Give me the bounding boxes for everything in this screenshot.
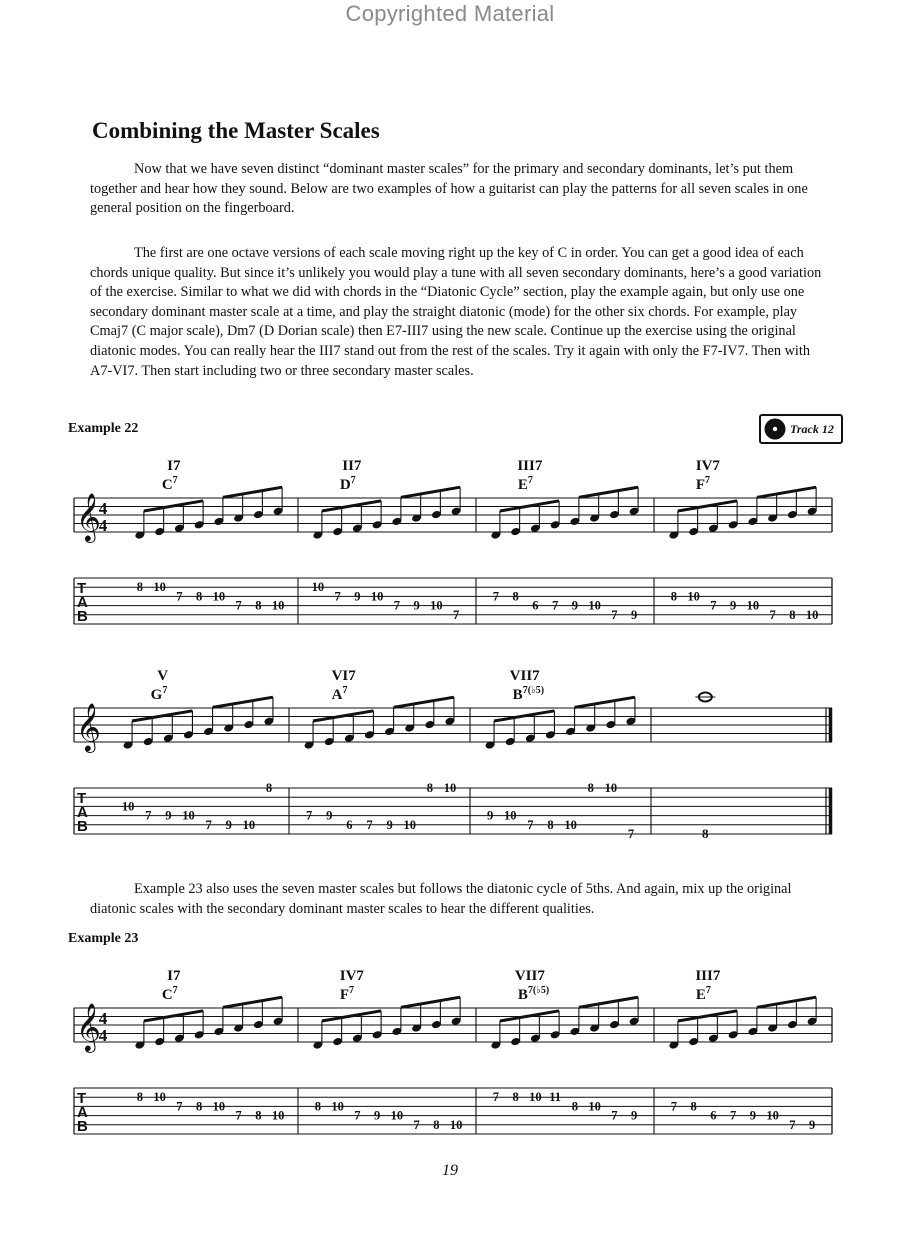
note-beam xyxy=(132,711,192,721)
chord-root: B xyxy=(517,987,528,1003)
tab-fret-number: 7 xyxy=(627,827,635,841)
chord-extension: 7 xyxy=(350,475,356,486)
note-beam xyxy=(394,697,454,707)
roman-numeral: IV7 xyxy=(695,458,720,474)
tab-fret-number: 7 xyxy=(611,1108,618,1123)
tab-fret-number: 8 xyxy=(196,1099,203,1114)
tab-fret-number: 9 xyxy=(809,1117,816,1132)
tab-clef-letter: T xyxy=(77,1090,87,1107)
tab-fret-number: 10 xyxy=(242,817,256,832)
example-23-system-1 xyxy=(0,960,900,1150)
roman-numeral: VI7 xyxy=(331,668,356,684)
page-number: 19 xyxy=(442,1162,458,1179)
section-heading: Combining the Master Scales xyxy=(92,118,380,143)
chord-root: B xyxy=(512,687,523,703)
tab-fret-number: 6 xyxy=(710,1108,717,1123)
tab-fret-number: 9 xyxy=(225,817,232,832)
tab-fret-number: 7 xyxy=(492,589,499,604)
tab-fret-number: 9 xyxy=(354,589,361,604)
chord-root: D xyxy=(339,477,351,493)
copyright-watermark: Copyrighted Material xyxy=(345,1,555,26)
chord-root: G xyxy=(150,687,163,703)
chord-root: E xyxy=(695,987,706,1003)
tab-fret-number: 8 xyxy=(136,1090,143,1105)
tab-fret-number: 10 xyxy=(121,799,135,814)
note-beam xyxy=(401,997,460,1007)
roman-numeral: VII7 xyxy=(514,968,545,984)
tab-fret-number: 10 xyxy=(212,1099,226,1114)
tab-fret-number: 7 xyxy=(453,607,460,622)
tab-fret-number: 8 xyxy=(196,589,203,604)
roman-numeral: IV7 xyxy=(339,968,364,984)
tab-fret-number: 8 xyxy=(265,781,273,795)
tab-fret-number: 8 xyxy=(512,589,519,604)
note-beam xyxy=(213,697,273,707)
chord-extension: 7 xyxy=(349,985,355,996)
tab-fret-number: 10 xyxy=(503,808,517,823)
example-23-label: Example 23 xyxy=(68,931,139,946)
tab-fret-number: 7 xyxy=(552,598,559,613)
tab-fret-number: 10 xyxy=(271,1108,285,1123)
tab-fret-number: 7 xyxy=(789,1117,796,1132)
tab-fret-number: 9 xyxy=(413,598,420,613)
chord-extension: 7 xyxy=(342,685,348,696)
tab-fret-number: 8 xyxy=(702,826,709,841)
tab-fret-number: 10 xyxy=(746,598,760,613)
chord-symbol xyxy=(513,685,544,703)
time-signature-bottom: 4 xyxy=(98,516,108,535)
note-beam xyxy=(678,1011,737,1021)
tab-fret-number: 8 xyxy=(136,580,143,595)
tab-fret-number: 8 xyxy=(433,1117,440,1132)
roman-numeral: V xyxy=(157,668,169,684)
tab-fret-number: 9 xyxy=(165,808,172,823)
tab-fret-number: 10 xyxy=(805,607,819,622)
time-signature-top: 4 xyxy=(98,499,108,518)
tab-fret-number: 8 xyxy=(547,817,554,832)
tab-fret-number: 10 xyxy=(430,598,443,613)
tab-fret-number: 7 xyxy=(393,598,400,613)
tab-fret-number: 7 xyxy=(176,589,183,604)
chord-extension: 7 xyxy=(705,985,711,996)
tab-fret-number: 7 xyxy=(710,598,717,613)
roman-numeral: I7 xyxy=(167,968,181,984)
example-22-system-1 xyxy=(0,450,900,640)
chord-extension: 7 xyxy=(162,685,168,696)
roman-numeral: I7 xyxy=(167,458,181,474)
tab-fret-number: 10 xyxy=(311,580,325,595)
note-beam xyxy=(322,501,381,511)
tab-clef-letter: B xyxy=(77,1118,88,1135)
tab-fret-number: 7 xyxy=(145,808,152,823)
roman-numeral: II7 xyxy=(342,458,362,474)
time-signature-top: 4 xyxy=(98,1009,108,1028)
tab-fret-number: 10 xyxy=(564,817,577,832)
tab-fret-number: 6 xyxy=(346,817,353,832)
note-beam xyxy=(494,711,554,721)
tab-clef-letter: T xyxy=(77,580,87,597)
chord-symbol xyxy=(696,985,711,1003)
chord-extension: 7 xyxy=(172,475,178,486)
time-signature-bottom: 4 xyxy=(98,1026,108,1045)
tab-fret-number: 9 xyxy=(631,607,638,622)
intro-paragraph: Now that we have seven distinct “dominant master scales” for the primary and secondary dominants, let’s put them together and hear how they sound. Below are two examples of how a guitarist can play the patterns for all seven scales in one general position on the fingerboard. xyxy=(90,161,808,217)
example-22-label: Example 22 xyxy=(68,421,139,436)
tab-fret-number: 9 xyxy=(326,808,333,823)
exercise-paragraph: The first are one octave versions of each scale moving right up the key of C in order. You can get a good idea of each chords unique quality. But since it’s unlikely you would play a tune with all seven secondary dominants, here’s a good variation of the exercise. Similar to what we did with chords in the “Diatonic Cycle” section, play the example again, but only use one secondary dominant master scale at a time, and play the straight diatonic (mode) for the other six chords. For example, play Cmaj7 (C major scale), Dm7 (D Dorian scale) then E7-III7 using the new scale. Continue up the exercise using the original diatonic modes. You can really hear the III7 stand out from the rest of the scales. Try it again with only the F7-IV7. Then with A7-VI7. Then start including two or three secondary master scales. xyxy=(90,245,822,379)
tab-fret-number: 8 xyxy=(571,1099,578,1114)
treble-clef-icon: 𝄞 xyxy=(76,1002,101,1051)
tab-fret-number: 10 xyxy=(687,589,700,604)
note-beam xyxy=(757,487,816,497)
tab-fret-number: 11 xyxy=(549,1090,562,1105)
tab-fret-number: 10 xyxy=(449,1117,463,1132)
chord-symbol xyxy=(162,985,178,1003)
tab-fret-number: 8 xyxy=(314,1099,321,1114)
roman-numeral: III7 xyxy=(695,968,721,984)
tab-fret-number: 7 xyxy=(492,1090,499,1105)
tab-fret-number: 8 xyxy=(690,1099,697,1114)
chord-symbol xyxy=(518,475,533,493)
tab-fret-number: 7 xyxy=(235,1108,242,1123)
note-beam xyxy=(313,711,373,721)
tab-fret-number: 8 xyxy=(426,781,433,795)
chord-root: A xyxy=(331,687,343,703)
note-beam xyxy=(401,487,460,497)
treble-clef-icon: 𝄞 xyxy=(76,702,101,751)
tab-clef-letter: T xyxy=(77,790,87,807)
roman-numeral: III7 xyxy=(517,458,543,474)
tab-fret-number: 8 xyxy=(512,1090,519,1105)
tab-fret-number: 7 xyxy=(176,1099,183,1114)
example-22-system-2 xyxy=(0,660,900,850)
tab-clef-letter: A xyxy=(77,804,88,821)
chord-symbol xyxy=(162,475,178,493)
cd-disc-icon xyxy=(764,418,786,440)
note-beam xyxy=(757,997,816,1007)
tab-fret-number: 6 xyxy=(532,598,539,613)
tab-fret-number: 7 xyxy=(769,607,776,622)
roman-numeral: VII7 xyxy=(509,668,540,684)
tab-fret-number: 10 xyxy=(390,1108,404,1123)
note-beam xyxy=(223,997,282,1007)
chord-symbol xyxy=(332,685,348,703)
tab-clef-letter: A xyxy=(77,1104,88,1121)
chord-symbol xyxy=(151,685,168,703)
track-label: Track 12 xyxy=(790,421,834,436)
note-beam xyxy=(579,997,638,1007)
chord-extension: 7 xyxy=(705,475,711,486)
tab-clef-letter: B xyxy=(77,608,88,625)
tab-fret-number: 8 xyxy=(255,598,262,613)
note-beam xyxy=(500,501,559,511)
note-beam xyxy=(500,1011,559,1021)
tab-fret-number: 10 xyxy=(153,1090,166,1105)
tab-fret-number: 10 xyxy=(331,1099,344,1114)
tab-fret-number: 9 xyxy=(571,598,578,613)
tab-clef-letter: B xyxy=(77,818,88,835)
tab-fret-number: 9 xyxy=(374,1108,381,1123)
tab-fret-number: 10 xyxy=(403,817,416,832)
tab-fret-number: 10 xyxy=(604,781,618,795)
chord-extension: 7(♭5) xyxy=(527,985,550,996)
tab-fret-number: 8 xyxy=(670,589,677,604)
note-beam xyxy=(579,487,638,497)
chord-extension: 7 xyxy=(172,985,178,996)
chord-symbol xyxy=(340,985,354,1003)
chord-symbol xyxy=(518,985,549,1003)
tab-fret-number: 7 xyxy=(611,607,618,622)
tab-fret-number: 9 xyxy=(631,1108,638,1123)
chord-root: F xyxy=(695,477,706,493)
tab-fret-number: 7 xyxy=(354,1108,361,1123)
note-beam xyxy=(678,501,737,511)
chord-root: E xyxy=(517,477,528,493)
tab-fret-number: 7 xyxy=(670,1099,677,1114)
tab-fret-number: 7 xyxy=(235,598,242,613)
tab-fret-number: 10 xyxy=(588,1099,601,1114)
chord-extension: 7(♭5) xyxy=(522,685,545,696)
tab-fret-number: 7 xyxy=(730,1108,737,1123)
tab-fret-number: 9 xyxy=(749,1108,756,1123)
tab-fret-number: 7 xyxy=(527,817,534,832)
tab-fret-number: 10 xyxy=(588,598,601,613)
tab-fret-number: 7 xyxy=(366,817,373,832)
tab-fret-number: 9 xyxy=(486,808,494,823)
track-badge[interactable] xyxy=(759,414,843,444)
tab-fret-number: 7 xyxy=(305,808,313,823)
note-beam xyxy=(144,1011,203,1021)
tab-fret-number: 7 xyxy=(334,589,341,604)
tab-fret-number: 10 xyxy=(443,781,457,795)
chord-symbol xyxy=(340,475,356,493)
tab-fret-number: 9 xyxy=(730,598,737,613)
chord-root: F xyxy=(339,987,350,1003)
example-23-intro-paragraph: Example 23 also uses the seven master scales but follows the diatonic cycle of 5ths. And again, mix up the original diatonic scales with the secondary dominant master scales to hear the different qualities. xyxy=(90,881,792,917)
tab-clef-letter: A xyxy=(77,594,88,611)
tab-fret-number: 8 xyxy=(255,1108,262,1123)
tab-fret-number: 7 xyxy=(205,817,212,832)
tab-fret-number: 8 xyxy=(789,607,796,622)
note-beam xyxy=(575,697,635,707)
tab-fret-number: 10 xyxy=(182,808,195,823)
chord-symbol xyxy=(696,475,710,493)
tab-fret-number: 10 xyxy=(271,598,285,613)
chord-root: C xyxy=(161,987,173,1003)
tab-fret-number: 7 xyxy=(413,1117,420,1132)
tab-fret-number: 8 xyxy=(587,781,594,795)
tab-fret-number: 10 xyxy=(153,580,166,595)
chord-extension: 7 xyxy=(527,475,533,486)
tab-fret-number: 10 xyxy=(766,1108,779,1123)
chord-root: C xyxy=(161,477,173,493)
note-beam xyxy=(223,487,282,497)
note-beam xyxy=(322,1011,381,1021)
treble-clef-icon: 𝄞 xyxy=(76,492,101,541)
tab-fret-number: 10 xyxy=(370,589,384,604)
tab-fret-number: 10 xyxy=(212,589,226,604)
tab-fret-number: 10 xyxy=(529,1090,542,1105)
tab-fret-number: 9 xyxy=(386,817,393,832)
note-beam xyxy=(144,501,203,511)
